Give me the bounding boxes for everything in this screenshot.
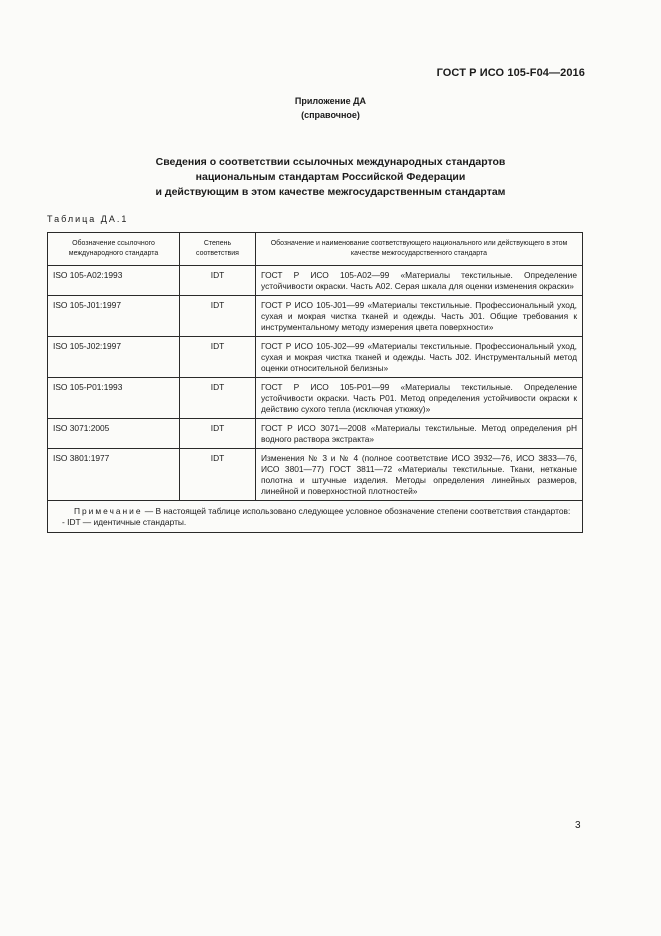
section-title-line-3: и действующим в этом качестве межгосударственным стандартам (155, 186, 506, 198)
cell-reference: ISO 105-J01:1997 (48, 296, 180, 337)
cell-national: ГОСТ Р ИСО 105-Р01—99 «Материалы текстильные. Определение устойчивости окраски. Часть Р01. Метод определения устойчивости окраски к действию сухого тепла (исключая утюжку)» (256, 378, 583, 419)
cell-national: Изменения № 3 и № 4 (полное соответствие ИСО 3932—76, ИСО 3833—76, ИСО 3801—77) ГОСТ 3811—72 «Материалы текстильные. Ткани, нетканые полотна и штучные изделия. Методы определения линейных размеров, линейной и поверхностной плотностей» (256, 449, 583, 501)
table-note-row (48, 501, 583, 533)
section-title (60, 155, 601, 200)
header-degree: Степень соответствия (180, 233, 256, 266)
cell-reference: ISO 3071:2005 (48, 419, 180, 449)
table-row (48, 296, 583, 337)
page-number: 3 (575, 820, 581, 831)
cell-national: ГОСТ Р ИСО 105-J02—99 «Материалы текстильные. Профессиональный уход, сухая и мокрая чистка тканей и одежды. Часть J02. Инструментальный метод оценки относительной белизны» (256, 337, 583, 378)
note-body: — В настоящей таблице использовано следующее условное обозначение степени соответствия стандартов: (142, 506, 571, 516)
cell-degree: IDT (180, 378, 256, 419)
cell-reference: ISO 105-A02:1993 (48, 266, 180, 296)
cell-national: ГОСТ Р ИСО 3071—2008 «Материалы текстильные. Метод определения рН водного раствора экстракта» (256, 419, 583, 449)
note-text (54, 506, 576, 517)
cell-degree: IDT (180, 337, 256, 378)
table-label: Таблица ДА.1 (47, 214, 129, 224)
note-item: - IDT — идентичные стандарты. (62, 517, 187, 527)
cell-degree: IDT (180, 449, 256, 501)
cell-reference: ISO 3801:1977 (48, 449, 180, 501)
cell-degree: IDT (180, 266, 256, 296)
cell-reference: ISO 105-P01:1993 (48, 378, 180, 419)
header-reference-standard: Обозначение ссылочного международного стандарта (48, 233, 180, 266)
table-row (48, 378, 583, 419)
table-header-row (48, 233, 583, 266)
appendix-heading (0, 94, 661, 122)
cell-degree: IDT (180, 296, 256, 337)
cell-degree: IDT (180, 419, 256, 449)
cell-national: ГОСТ Р ИСО 105-А02—99 «Материалы текстильные. Определение устойчивости окраски. Часть А02. Серая шкала для оценки изменения окраски» (256, 266, 583, 296)
cell-national: ГОСТ Р ИСО 105-J01—99 «Материалы текстильные. Профессиональный уход, сухая и мокрая чистка тканей и одежды. Часть J01. Общие требования к инструментальному методу измерения цвета поверхности» (256, 296, 583, 337)
section-title-line-1: Сведения о соответствии ссылочных международных стандартов (155, 156, 506, 168)
table-row (48, 266, 583, 296)
appendix-title: Приложение ДА (294, 96, 367, 106)
table-row (48, 337, 583, 378)
header-national-standard: Обозначение и наименование соответствующего национального или действующего в этом качестве межгосударственного стандарта (256, 233, 583, 266)
cell-reference: ISO 105-J02:1997 (48, 337, 180, 378)
correspondence-table (47, 232, 583, 533)
note-label: Примечание (74, 506, 143, 516)
document-code: ГОСТ Р ИСО 105-F04—2016 (436, 67, 585, 79)
table-row (48, 449, 583, 501)
section-title-line-2: национальным стандартам Российской Федерации (195, 171, 466, 183)
table-row (48, 419, 583, 449)
table-note (48, 501, 583, 533)
appendix-subtitle: (справочное) (301, 110, 360, 120)
